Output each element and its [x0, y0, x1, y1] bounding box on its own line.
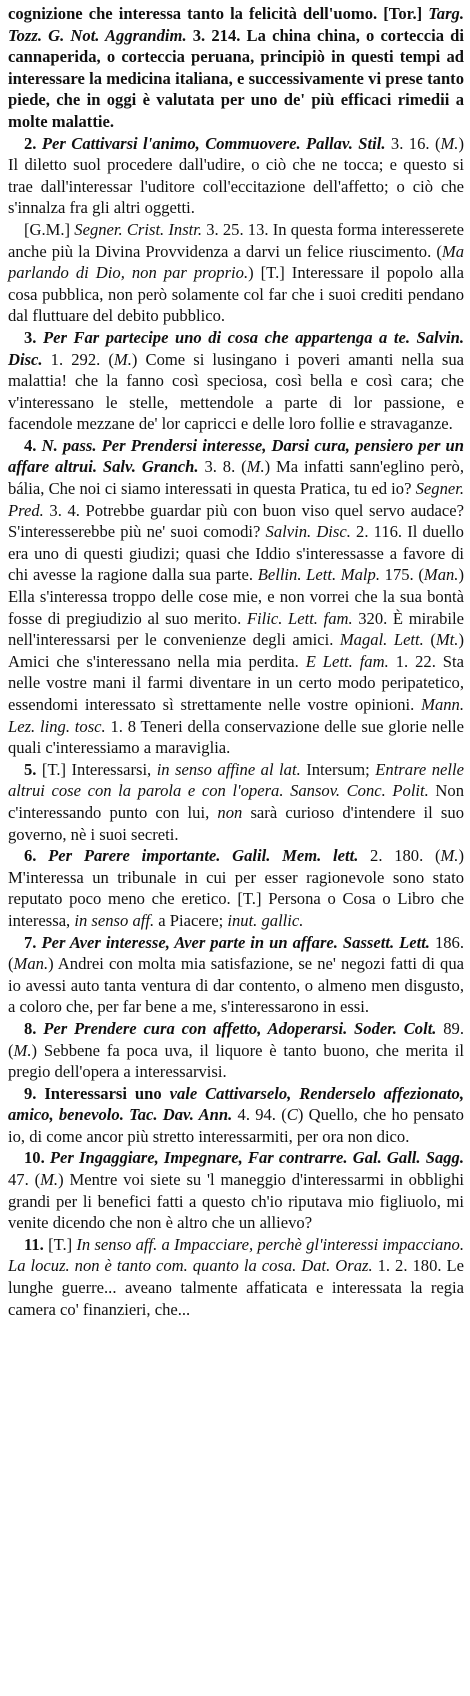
- entry-text: Per Cattivarsi l'animo, Commuovere. Pallav. Stil.: [41, 133, 386, 153]
- entry-text: 47. (: [8, 1170, 41, 1190]
- entry-text: a Piacere;: [154, 910, 228, 930]
- entry-text: Intersum;: [300, 759, 376, 779]
- entry-text: 3. 16. (: [385, 133, 441, 153]
- entry-text: 3. 214. La china china, o corteccia di cannaperida, o corteccia peruana, principiò in questi tempi ad interessare la medicina italiana, e successivamente vi prese tanto piede, che in oggi è valutata per uno de' più efficaci rimedii a molte malattie.: [8, 25, 464, 131]
- entry-text: [G.M.]: [24, 219, 75, 239]
- entry-text: 4.: [24, 435, 42, 455]
- entry-text: Per Parere importante. Galil. Mem. lett.: [48, 846, 359, 866]
- entry-text: ) [T.] Interessare il popolo alla cosa pubblica, non però solamente col far che i suoi crediti pendano dal fluttuare del debito pubblico.: [8, 263, 464, 326]
- entry-text: In senso aff. a Impacciare, perchè gl'interessi impacciano. La locuz. non è tanto com. quanto la cosa. Dat. Oraz.: [8, 1234, 464, 1276]
- dictionary-entry: [8, 845, 464, 931]
- dictionary-entry: [8, 1083, 464, 1148]
- entry-text: Per Aver interesse, Aver parte in un affare. Sassett. Lett.: [41, 932, 430, 952]
- entry-text: M.: [40, 1170, 59, 1190]
- entry-text: N. pass. Per Prendersi interesse, Darsi cura, pensiero per un affare altrui. Salv. Granch.: [8, 435, 465, 477]
- entry-text: Man.: [13, 954, 49, 974]
- entry-text: ) M'interessa un tribunale in cui per esser ragionevole sono stato reputato poco meno che eretico. [T.] Persona o Cosa o Libro che interessa,: [8, 846, 464, 930]
- entry-text: E Lett. fam.: [305, 651, 389, 671]
- entry-text: ) Quello, che ho pensato io, di come ancor più stretto interessarmiti, per ora non dico.: [8, 1105, 464, 1146]
- entry-text: 3. 8. (: [198, 457, 247, 477]
- entry-text: Per Far partecipe uno di cosa che appartenga a te. Salvin. Disc.: [8, 327, 464, 369]
- entry-text: 2. 116. Il duello era uno di questi giudizi; quasi che Iddio s'interessasse a favore di chi avesse la ragione dalla sua parte.: [8, 522, 464, 585]
- entry-text: M.: [246, 457, 265, 477]
- entry-text: M.: [113, 349, 132, 369]
- entry-text: 8.: [24, 1018, 44, 1038]
- entry-text: ) Sebbene fa poca uva, il liquore è tanto buono, che merita il pregio dell'opera a interessarvisi.: [8, 1040, 464, 1082]
- dictionary-entry: [8, 932, 464, 1018]
- entry-text: ) Ma infatti sann'eglino però, bália, Che noi ci siamo interessati in questa Pratica, tu ed io?: [8, 457, 464, 499]
- entry-text: M.: [440, 846, 459, 866]
- entry-text: 7.: [24, 932, 42, 952]
- dictionary-entry: [8, 1018, 464, 1083]
- entry-text: 9. Interessarsi uno: [24, 1083, 170, 1103]
- dictionary-entry: [8, 133, 464, 219]
- entry-text: (: [423, 630, 436, 650]
- entry-text: 175. (: [379, 565, 424, 585]
- dictionary-entry: [8, 1147, 464, 1233]
- entry-text: ) Ella s'interessa troppo delle cose mie, e non vorrei che la sua bontà fosse di pregiudizio al suo merito.: [8, 565, 464, 628]
- entry-text: Entrare nelle altrui cose con la parola e con l'opera. Sansov. Conc. Polit.: [8, 759, 464, 801]
- entry-text: Man.: [423, 565, 459, 585]
- entry-text: ) Il diletto suol procedere dall'udire, o ciò che ne tocca; e questo si trae dall'interessar l'uditore coll'eccitazione dell'affetto; o ciò che s'innalza fra gli altri oggetti.: [8, 133, 464, 218]
- entry-text: in senso aff.: [74, 910, 155, 930]
- entry-text: 1. 22. Sta nelle vostre mani il farmi diventare in un certo modo peripatetico, essendomi interessato sì strettamente nelle vostre opinioni.: [8, 651, 465, 714]
- entry-text: 3. 4. Potrebbe guardar più con buon viso quel servo audace? S'interesserebbe più ne' suoi comodi?: [8, 500, 464, 542]
- entry-text: inut. gallic.: [227, 910, 304, 930]
- entry-text: 10.: [24, 1148, 50, 1168]
- entry-text: 5.: [24, 759, 42, 779]
- entry-text: Mt.: [435, 630, 459, 650]
- entry-text: ) Andrei con molta mia satisfazione, se ne' negozi fatti di qua io avessi auto tanta ventura di dar contento, o almeno men disgusto, a coloro che, per far bene a me, s'interessarono in essi.: [8, 954, 464, 1017]
- entry-text: in senso affine al lat.: [156, 759, 301, 779]
- dictionary-entry: [8, 1234, 464, 1320]
- entry-text: ) Come si lusingano i poveri amanti nella sua malattia! che la fanno così speciosa, così bella e così cara; che v'interessano le stelle, mettendole a parte di lor passione, e facendole mezzane de' lor capricci e delle loro follie e stravaganze.: [8, 349, 464, 434]
- entry-text: Segner. Crist. Instr.: [74, 219, 203, 239]
- entry-text: 3.: [24, 327, 43, 347]
- entry-text: Magal. Lett.: [339, 630, 424, 650]
- entry-text: 4. 94. (: [232, 1105, 287, 1125]
- entry-text: Salvin. Disc.: [265, 522, 351, 542]
- entry-text: cognizione che interessa tanto la felicità dell'uomo. [Tor.]: [8, 4, 429, 23]
- entry-text: 11.: [24, 1234, 49, 1254]
- entry-text: vale Cattivarselo, Renderselo affezionato, amico, benevolo. Tac. Dav. Ann.: [8, 1083, 464, 1125]
- entry-text: [T.]: [48, 1234, 77, 1254]
- entry-text: M.: [13, 1040, 32, 1060]
- entry-text: 89. (: [8, 1018, 464, 1060]
- entry-text: C: [286, 1105, 298, 1125]
- dictionary-entry: [8, 759, 464, 845]
- entry-text: 1. 292. (: [42, 349, 114, 369]
- entry-text: 2. 180. (: [358, 846, 441, 866]
- entry-text: 6.: [24, 846, 49, 866]
- entry-text: 2.: [24, 133, 42, 153]
- entry-text: Targ. Tozz. G. Not. Aggrandim.: [8, 4, 464, 45]
- entry-text: Mann. Lez. ling. tosc.: [8, 695, 464, 736]
- entry-text: Non c'interessando punto con lui,: [8, 781, 464, 822]
- entry-text: ) Mentre voi siete su 'l maneggio d'interessarmi in obblighi grandi per li benefici fatti a questo ch'io riputava mio figliuolo, mi venite dicendo che non è altro che un allievo?: [8, 1170, 464, 1233]
- entry-text: ) Amici che s'interessano nella mia perdita.: [8, 630, 464, 671]
- entry-text: [T.] Interessarsi,: [41, 759, 157, 779]
- entry-text: 186. (: [8, 932, 465, 974]
- entry-text: 3. 25. 13. In questa forma interesserete anche più la Divina Provvidenza a darvi un felice riuscimento. (: [8, 219, 464, 261]
- entry-text: Segner. Pred.: [8, 479, 464, 520]
- entry-text: 1. 8 Teneri della conservazione delle sue glorie nelle quali c'interessiamo a maraviglia.: [8, 716, 465, 758]
- entry-text: sarà curioso d'intendere il suo governo, nè i suoi secreti.: [8, 802, 464, 844]
- entry-text: Per Prendere cura con affetto, Adoperarsi. Soder. Colt.: [43, 1018, 437, 1038]
- entry-text: 1. 2. 180. Le lunghe guerre... aveano talmente affaticata e interessata la regia camera co' finanzieri, che...: [8, 1256, 465, 1319]
- entry-text: non: [217, 802, 243, 822]
- entry-text: Bellin. Lett. Malp.: [257, 565, 380, 585]
- entry-text: M.: [440, 133, 459, 153]
- dictionary-entry: [8, 327, 464, 435]
- entry-text: Ma parlando di Dio, non par proprio.: [8, 241, 464, 283]
- entry-text: Per Ingaggiare, Impegnare, Far contrarre. Gal. Gall. Sagg.: [49, 1148, 464, 1168]
- dictionary-entry: [8, 3, 464, 133]
- entry-text: Filic. Lett. fam.: [246, 608, 353, 628]
- dictionary-entry: [8, 435, 464, 759]
- entry-text: 320. È mirabile nell'interessarsi per le convenienze degli amici.: [8, 608, 464, 650]
- dictionary-entry: [8, 219, 464, 327]
